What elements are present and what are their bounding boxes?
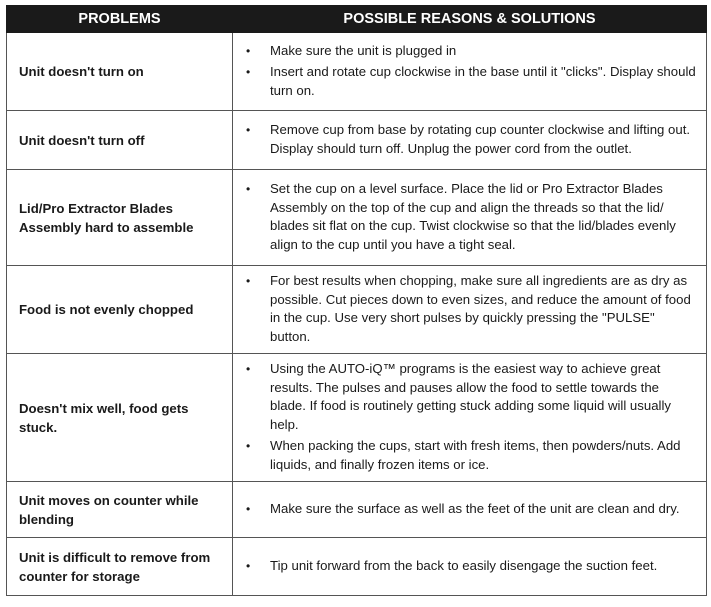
problem-cell: Food is not evenly chopped <box>7 266 233 354</box>
problem-cell: Unit doesn't turn off <box>7 111 233 170</box>
solution-cell <box>233 354 707 482</box>
table-row <box>7 170 707 266</box>
table-row <box>7 538 707 596</box>
solution-cell <box>233 538 707 596</box>
problem-cell: Unit is difficult to remove from counter for storage <box>7 538 233 596</box>
solution-item: • Using the AUTO-iQ™ programs is the easiest way to achieve great results. The pulses and pauses allow the food to settle towards the blade. If food is routinely getting stuck adding some liquid will usually help. <box>233 360 698 434</box>
table-row <box>7 354 707 482</box>
problem-cell: Unit moves on counter while blending <box>7 482 233 538</box>
solution-item: • Tip unit forward from the back to easily disengage the suction feet. <box>233 557 698 576</box>
table-row <box>7 482 707 538</box>
table-row <box>7 33 707 111</box>
solution-cell <box>233 33 707 111</box>
solution-item: • Make sure the unit is plugged in <box>233 42 698 61</box>
solution-item: • Remove cup from base by rotating cup counter clockwise and lifting out. Display should turn off. Unplug the power cord from the outlet. <box>233 121 698 158</box>
solution-item: • Set the cup on a level surface. Place the lid or Pro Extractor Blades Assembly on the top of the cup and align the threads so that the lid/ blades sit flat on the cup. Twist clockwise so that the lid/blades evenly align to the cup until you have a tight seal. <box>233 180 698 254</box>
solution-item: • For best results when chopping, make sure all ingredients are as dry as possible. Cut pieces down to even sizes, and reduce the amount of food in the cup. Use very short pulses by quickly pressing the "PULSE" button. <box>233 272 698 346</box>
solution-cell <box>233 482 707 538</box>
problem-cell: Unit doesn't turn on <box>7 33 233 111</box>
header-solutions: POSSIBLE REASONS & SOLUTIONS <box>233 6 707 33</box>
problem-cell: Lid/Pro Extractor Blades Assembly hard to assemble <box>7 170 233 266</box>
solution-item: • When packing the cups, start with fresh items, then powders/nuts. Add liquids, and finally frozen items or ice. <box>233 437 698 474</box>
solution-item: • Make sure the surface as well as the feet of the unit are clean and dry. <box>233 500 698 519</box>
table-header-row <box>7 6 707 33</box>
solution-cell <box>233 170 707 266</box>
table-row <box>7 111 707 170</box>
table-row <box>7 266 707 354</box>
troubleshooting-table <box>6 5 707 596</box>
header-problems: PROBLEMS <box>7 6 233 33</box>
solution-cell <box>233 111 707 170</box>
solution-cell <box>233 266 707 354</box>
problem-cell: Doesn't mix well, food gets stuck. <box>7 354 233 482</box>
solution-item: • Insert and rotate cup clockwise in the base until it "clicks". Display should turn on. <box>233 63 698 100</box>
